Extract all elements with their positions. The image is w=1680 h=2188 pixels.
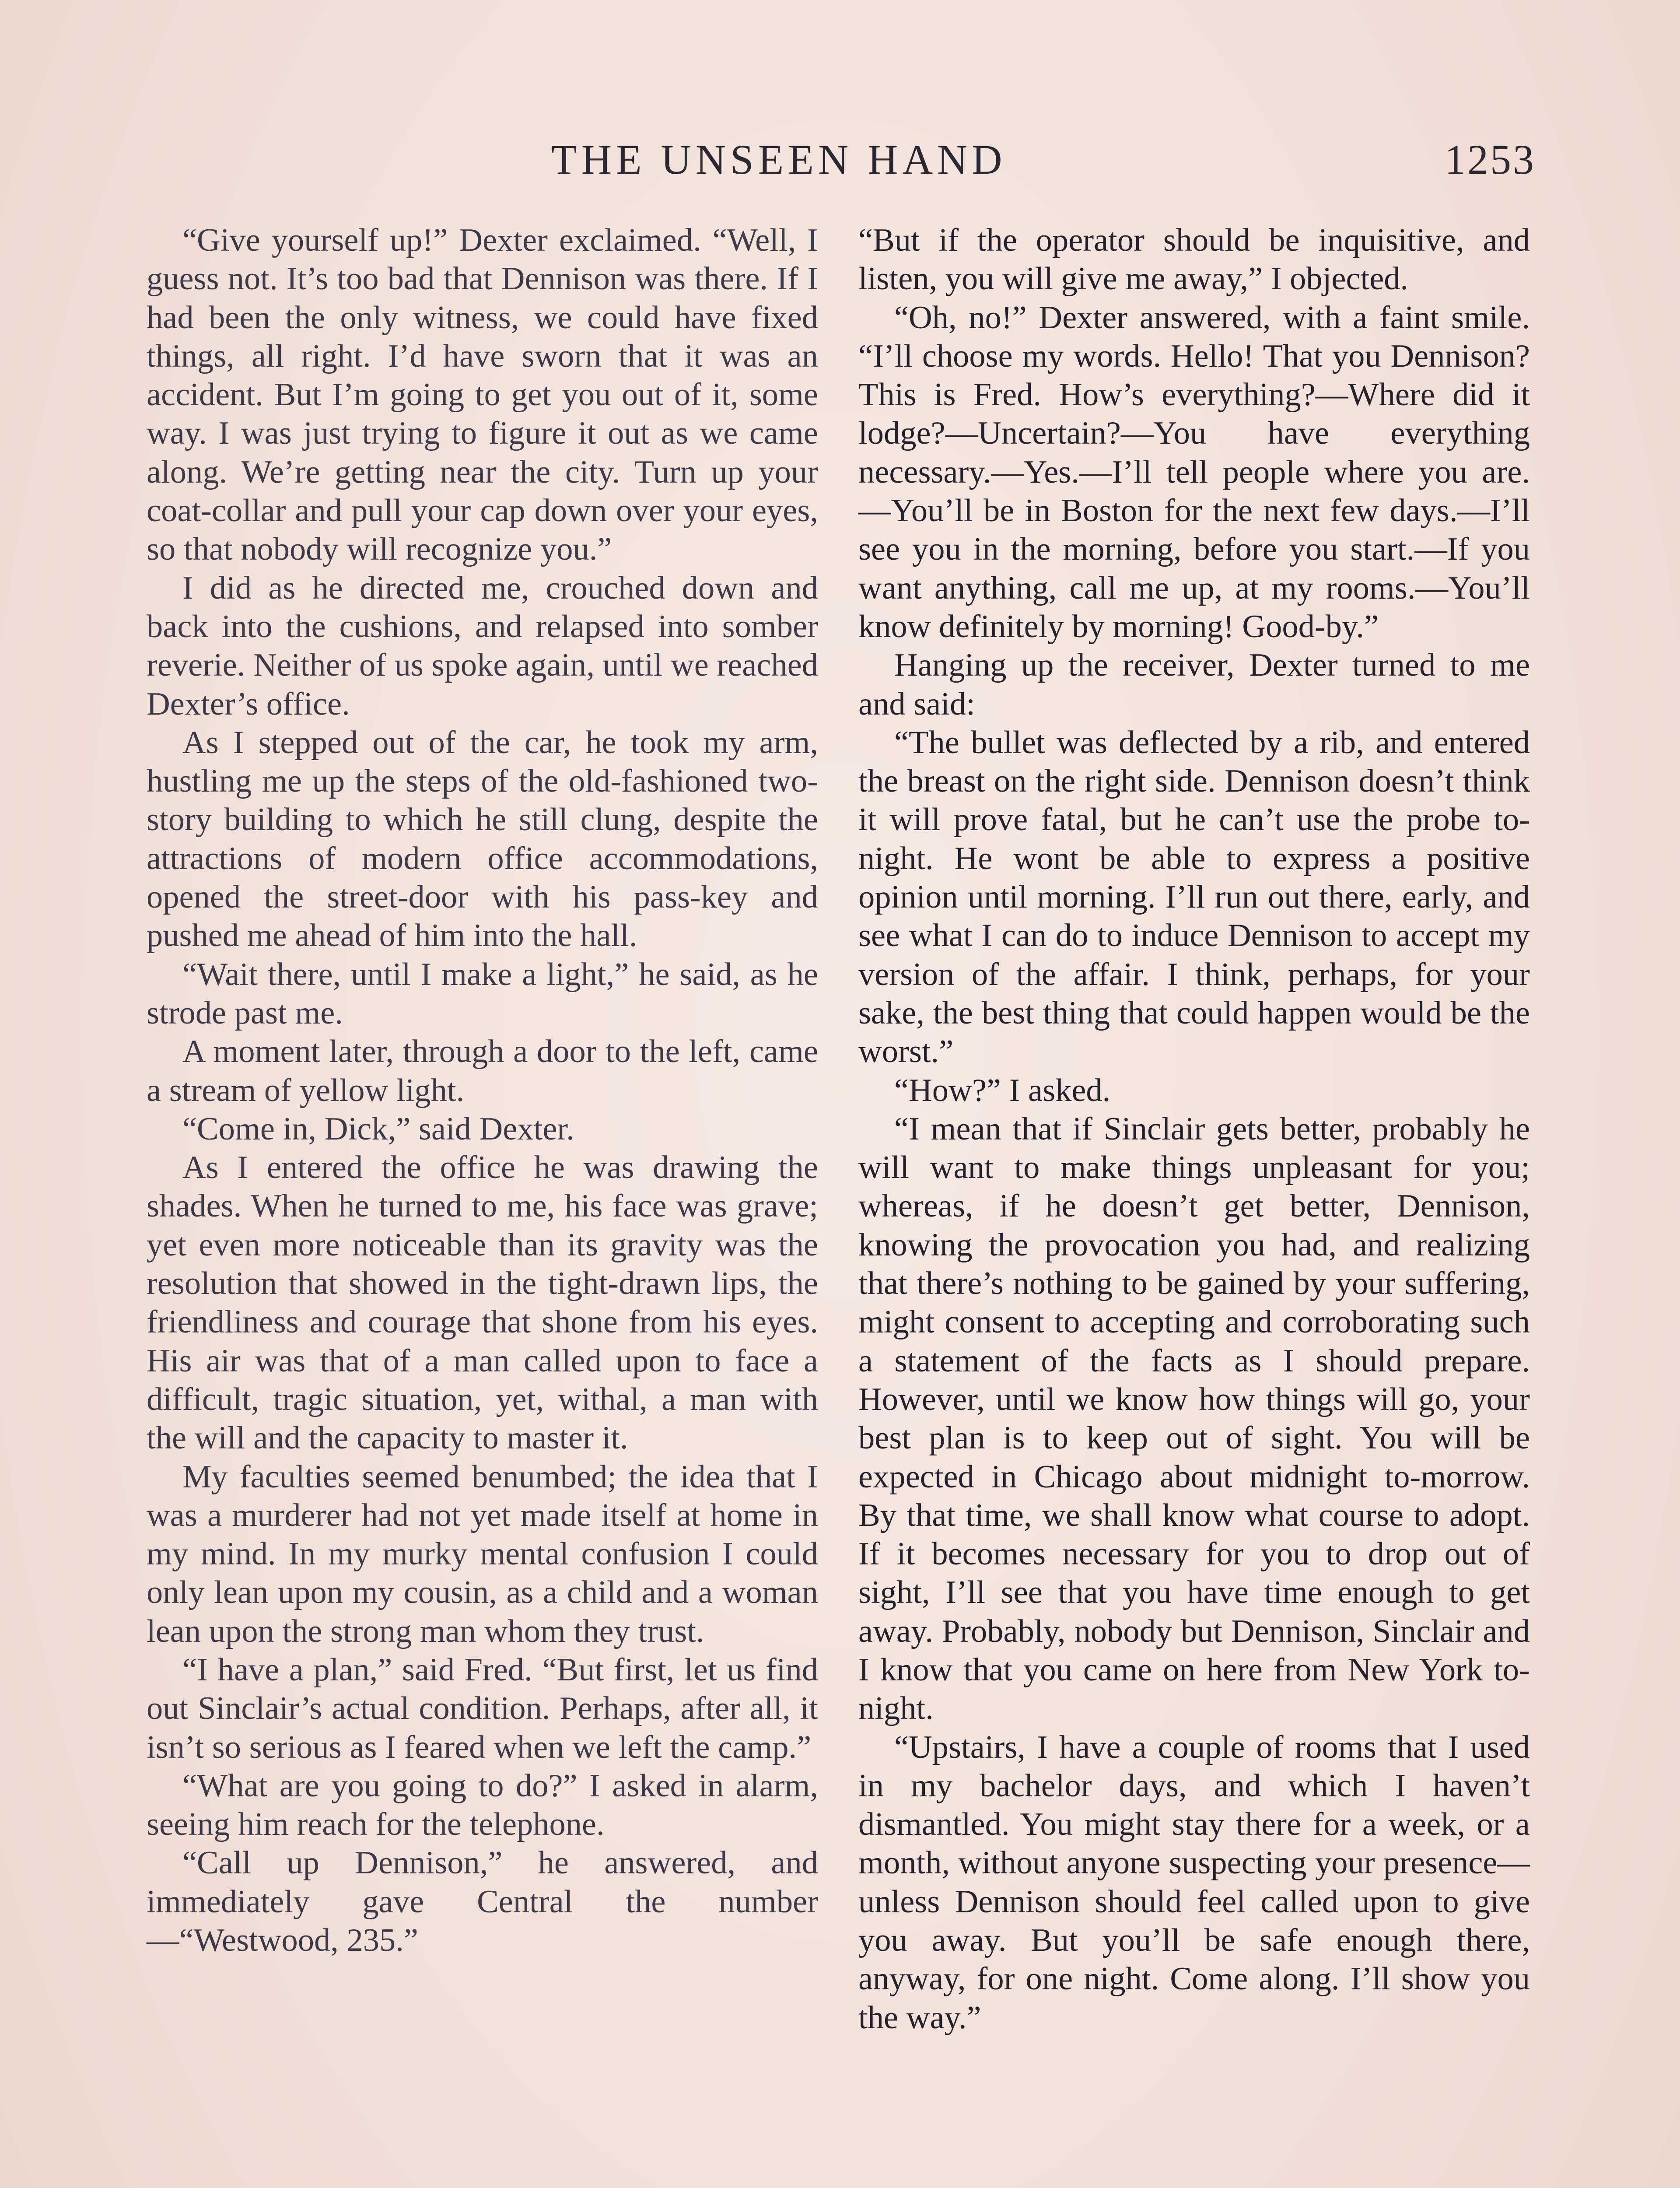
paragraph: “What are you going to do?” I asked in alarm, seeing him reach for the telephone. xyxy=(147,1767,818,1843)
paragraph: My faculties seemed benumbed; the idea that I was a murderer had not yet made itself at home in my mind. In my murky mental confusion I could only lean upon my cousin, as a child and a woman lean upon the strong man whom they trust. xyxy=(147,1459,818,1649)
paragraph: “Oh, no!” Dexter answered, with a faint smile. “I’ll choose my words. Hello! That you Dennison? This is Fred. How’s everything?—Where did it lodge?—Uncertain?—You have everything necessary.—Yes.—I’ll tell people where you are.—You’ll be in Boston for the next few days.—I’ll see you in the morning, before you start.—If you want anything, call me up, at my rooms.—You’ll know definitely by morning! Good-by.” xyxy=(858,299,1530,645)
paragraph: As I entered the office he was drawing the shades. When he turned to me, his face was grave; yet even more noticeable than its gravity was the resolution that showed in the tight-drawn lips, the friendliness and courage that shone from his eyes. His air was that of a man called upon to face a difficult, tragic situation, yet, withal, a man with the will and the capacity to master it. xyxy=(147,1150,818,1456)
paragraph: “The bullet was deflected by a rib, and entered the breast on the right side. Dennison doesn’t think it will prove fatal, but he can’t use the probe to-night. He wont be able to express a positive opinion until morning. I’ll run out there, early, and see what I can do to induce Dennison to accept my version of the affair. I think, perhaps, for your sake, the best thing that could happen would be the worst.” xyxy=(858,724,1530,1070)
paragraph: “I have a plan,” said Fred. “But first, let us find out Sinclair’s actual condition. Perhaps, after all, it isn’t so serious as I feared when we left the camp.” xyxy=(147,1652,818,1765)
page-header xyxy=(144,131,1536,188)
paragraph: “Come in, Dick,” said Dexter. xyxy=(182,1111,574,1147)
paragraph: Hanging up the receiver, Dexter turned to me and said: xyxy=(858,647,1530,722)
paragraph: As I stepped out of the car, he took my arm, hustling me up the steps of the old-fashioned two-story building to which he still clung, despite the attractions of modern office accommodations, opened the street-door with his pass-key and pushed me ahead of him into the hall. xyxy=(147,724,818,954)
paragraph: “I mean that if Sinclair gets better, probably he will want to make things unpleasant for you; whereas, if he doesn’t get better, Dennison, knowing the provocation you had, and realizing that there’s nothing to be gained by your suffering, might consent to accepting and corroborating such a statement of the facts as I should prepare. However, until we know how things will go, your best plan is to keep out of sight. You will be expected in Chicago about midnight to-morrow. By that time, we shall know what course to adopt. If it becomes necessary for you to drop out of sight, I’ll see that you have time enough to get away. Probably, nobody but Dennison, Sinclair and I know that you came on here from New York to-night. xyxy=(858,1111,1530,1727)
paragraph: “Give yourself up!” Dexter exclaimed. “Well, I guess not. It’s too bad that Dennison was there. If I had been the only witness, we could have fixed things, all right. I’d have sworn that it was an accident. But I’m going to get you out of it, some way. I was just trying to figure it out as we came along. We’re getting near the city. Turn up your coat-collar and pull your cap down over your eyes, so that nobody will recognize you.” xyxy=(147,222,818,568)
paragraph: I did as he directed me, crouched down and back into the cushions, and relapsed into somber reverie. Neither of us spoke again, until we reached Dexter’s office. xyxy=(147,570,818,722)
paragraph: “How?” I asked. xyxy=(894,1072,1111,1108)
paragraph: “Call up Dennison,” he answered, and immediately gave Central the number—“Westwood, 235.” xyxy=(147,1845,818,1959)
paragraph: “Upstairs, I have a couple of rooms that I used in my bachelor days, and which I haven’t dismantled. You might stay there for a week, or a month, without anyone suspecting your presence—unless Dennison should feel called upon to give you away. But you’ll be safe enough there, anyway, for one night. Come along. I’ll show you the way.” xyxy=(858,1729,1530,2036)
paragraph: “Wait there, until I make a light,” he said, as he strode past me. xyxy=(147,956,818,1031)
running-title: THE UNSEEN HAND xyxy=(551,136,1007,183)
page-number: 1253 xyxy=(1445,136,1536,183)
right-column xyxy=(858,221,1530,2037)
paragraph: A moment later, through a door to the left, came a stream of yellow light. xyxy=(147,1034,818,1108)
left-column xyxy=(147,221,818,1960)
paragraph: “But if the operator should be inquisitive, and listen, you will give me away,” I objected. xyxy=(858,222,1530,297)
